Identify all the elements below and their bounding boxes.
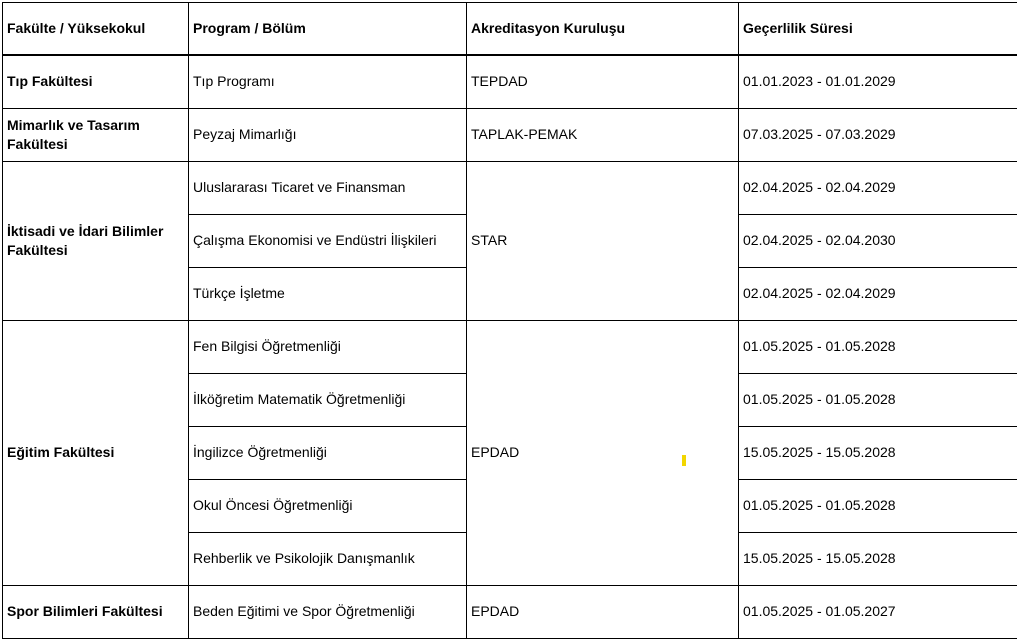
table-row: [3, 55, 1017, 108]
header-row: [3, 3, 1017, 56]
header-program: Program / Bölüm: [189, 3, 467, 56]
validity-cell: 01.05.2025 - 01.05.2027: [739, 585, 1017, 638]
text-cursor-marker: [682, 455, 686, 466]
program-cell: İngilizce Öğretmenliği: [189, 426, 467, 479]
accreditor-cell: EPDAD: [467, 320, 739, 585]
header-accreditor: Akreditasyon Kuruluşu: [467, 3, 739, 56]
table-row: [3, 320, 1017, 373]
faculty-cell: Mimarlık ve Tasarım Fakültesi: [3, 108, 189, 161]
validity-cell: 02.04.2025 - 02.04.2029: [739, 267, 1017, 320]
program-cell: Rehberlik ve Psikolojik Danışmanlık: [189, 532, 467, 585]
faculty-cell: Spor Bilimleri Fakültesi: [3, 585, 189, 638]
validity-cell: 02.04.2025 - 02.04.2030: [739, 214, 1017, 267]
program-cell: Çalışma Ekonomisi ve Endüstri İlişkileri: [189, 214, 467, 267]
program-cell: Türkçe İşletme: [189, 267, 467, 320]
program-cell: Fen Bilgisi Öğretmenliği: [189, 320, 467, 373]
program-cell: İlköğretim Matematik Öğretmenliği: [189, 373, 467, 426]
validity-cell: 01.05.2025 - 01.05.2028: [739, 320, 1017, 373]
validity-cell: 02.04.2025 - 02.04.2029: [739, 161, 1017, 214]
program-cell: Uluslararası Ticaret ve Finansman: [189, 161, 467, 214]
program-cell: Okul Öncesi Öğretmenliği: [189, 479, 467, 532]
program-cell: Beden Eğitimi ve Spor Öğretmenliği: [189, 585, 467, 638]
validity-cell: 01.01.2023 - 01.01.2029: [739, 55, 1017, 108]
accreditor-cell: EPDAD: [467, 585, 739, 638]
accreditation-table: [2, 2, 1017, 639]
program-cell: Tıp Programı: [189, 55, 467, 108]
validity-cell: 15.05.2025 - 15.05.2028: [739, 532, 1017, 585]
table-row: [3, 161, 1017, 214]
faculty-cell: İktisadi ve İdari Bilimler Fakültesi: [3, 161, 189, 320]
header-validity: Geçerlilik Süresi: [739, 3, 1017, 56]
faculty-cell: Eğitim Fakültesi: [3, 320, 189, 585]
program-cell: Peyzaj Mimarlığı: [189, 108, 467, 161]
accreditor-cell: TEPDAD: [467, 55, 739, 108]
header-faculty: Fakülte / Yüksekokul: [3, 3, 189, 56]
validity-cell: 01.05.2025 - 01.05.2028: [739, 479, 1017, 532]
faculty-cell: Tıp Fakültesi: [3, 55, 189, 108]
validity-cell: 07.03.2025 - 07.03.2029: [739, 108, 1017, 161]
validity-cell: 15.05.2025 - 15.05.2028: [739, 426, 1017, 479]
table-row: [3, 585, 1017, 638]
validity-cell: 01.05.2025 - 01.05.2028: [739, 373, 1017, 426]
table-row: [3, 108, 1017, 161]
accreditor-cell: STAR: [467, 161, 739, 320]
accreditor-cell: TAPLAK-PEMAK: [467, 108, 739, 161]
